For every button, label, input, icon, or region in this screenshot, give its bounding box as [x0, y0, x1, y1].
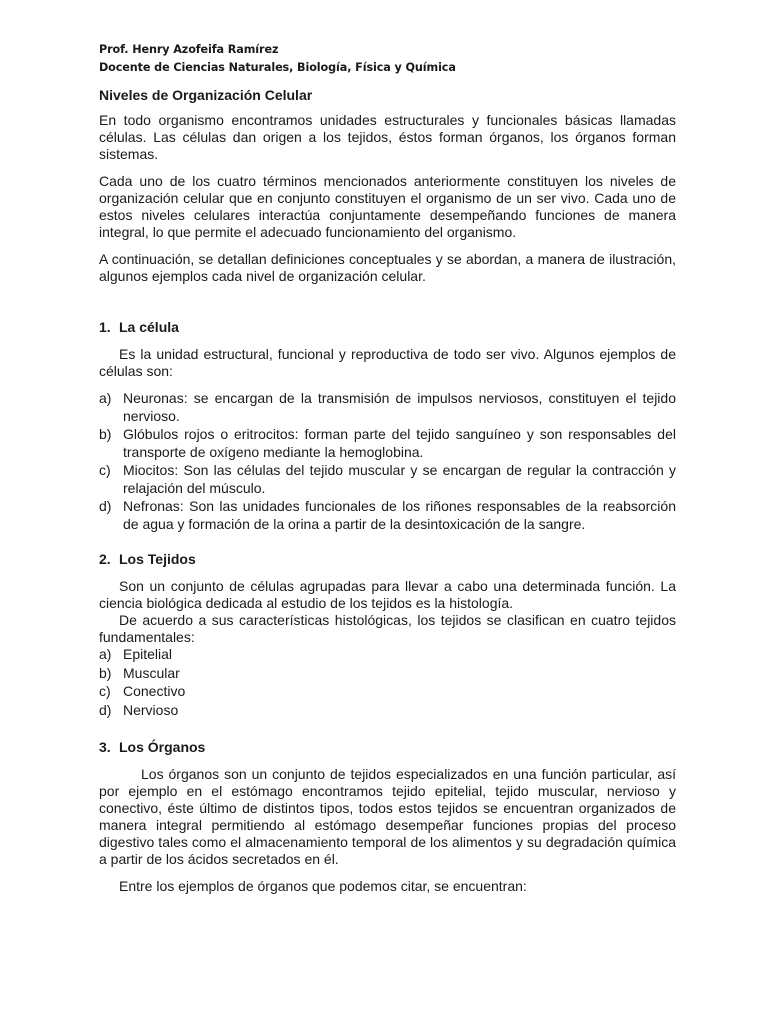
section-heading: [99, 550, 676, 568]
intro-paragraph-1: En todo organismo encontramos unidades estructurales y funcionales básicas llamadas células. Las células dan origen a los tejidos, éstos forman órganos, los órganos forman sistemas.: [99, 112, 676, 162]
list-marker: c): [99, 683, 111, 699]
list-item: [99, 426, 676, 461]
intro-paragraph-2: Cada uno de los cuatro términos mencionados anteriormente constituyen los niveles de organización celular que en conjunto constituyen el organismo de un ser vivo. Cada uno de estos niveles celulares interactúa conjuntamente desempeñando funciones de manera integral, lo que permite el adecuado funcionamiento del organismo.: [99, 173, 676, 240]
list-item: [99, 390, 676, 425]
list-item: [99, 683, 676, 701]
list-marker: b): [99, 664, 112, 681]
list-item-text: Glóbulos rojos o eritrocitos: forman parte del tejido sanguíneo y son responsables del transporte de oxígeno mediante la hemoglobina.: [123, 426, 676, 460]
list-item-text: Miocitos: Son las células del tejido muscular y se encargan de regular la contracción y relajación del músculo.: [123, 462, 676, 496]
section-paragraph: Los órganos son un conjunto de tejidos especializados en una función particular, así por ejemplo en el estómago encontramos tejido epitelial, tejido muscular, nervioso y conectivo, éste último de distintos tipos, todos estos tejidos se encuentran organizados de manera integral permitiendo al estómago desempeñar funciones propias del proceso digestivo tales como el almacenamiento temporal de los alimentos y su degradación química a partir de los ácidos secretados en él.: [99, 766, 676, 867]
document-title: Niveles de Organización Celular: [99, 87, 313, 103]
intro-paragraph-3: A continuación, se detallan definiciones conceptuales y se abordan, a manera de ilustración, algunos ejemplos cada nivel de organización celular.: [99, 251, 676, 284]
section-number: 3.: [99, 739, 111, 755]
list-item-text: Muscular: [123, 664, 180, 681]
list-marker: b): [99, 426, 112, 442]
cell-examples-list: [99, 390, 676, 533]
list-item-text: Neuronas: se encargan de la transmisión de impulsos nerviosos, constituyen el tejido nervioso.: [123, 390, 676, 424]
list-item-text: Nervioso: [123, 701, 179, 718]
list-item: [99, 702, 676, 720]
list-item: [99, 462, 676, 497]
section-paragraph: Son un conjunto de células agrupadas para llevar a cabo una determinada función. La ciencia biológica dedicada al estudio de los tejidos es la histología.: [99, 578, 676, 611]
role-line: Docente de Ciencias Naturales, Biología, Física y Química: [99, 61, 456, 74]
section-number: 2.: [99, 551, 111, 567]
list-item-text: Nefronas: Son las unidades funcionales de los riñones responsables de la reabsorción de agua y formación de la orina a partir de la desintoxicación de la sangre.: [123, 498, 676, 532]
list-item: [99, 646, 676, 664]
section-title: Los Órganos: [119, 739, 206, 755]
list-marker: a): [99, 390, 112, 406]
section-heading: [99, 738, 676, 756]
list-item: [99, 498, 676, 533]
tissue-types-list: [99, 646, 676, 719]
list-marker: d): [99, 498, 112, 514]
section-la-celula: [99, 318, 676, 533]
section-paragraph: Es la unidad estructural, funcional y reproductiva de todo ser vivo. Algunos ejemplos de células son:: [99, 346, 676, 379]
section-title: La célula: [119, 319, 179, 335]
list-item-text: Epitelial: [123, 646, 173, 662]
author-line: Prof. Henry Azofeifa Ramírez: [99, 43, 279, 56]
list-marker: c): [99, 462, 111, 478]
list-marker: a): [99, 646, 112, 662]
section-paragraph: Entre los ejemplos de órganos que podemos citar, se encuentran:: [119, 878, 527, 894]
section-paragraph: De acuerdo a sus características histológicas, los tejidos se clasifican en cuatro tejidos fundamentales:: [99, 612, 676, 645]
document-page: [99, 41, 676, 895]
section-heading: [99, 318, 676, 336]
list-marker: d): [99, 701, 112, 718]
section-los-organos: [99, 738, 676, 895]
section-los-tejidos: [99, 550, 676, 719]
section-number: 1.: [99, 319, 111, 335]
list-item: [99, 665, 676, 683]
section-title: Los Tejidos: [119, 551, 196, 567]
list-item-text: Conectivo: [123, 683, 186, 699]
